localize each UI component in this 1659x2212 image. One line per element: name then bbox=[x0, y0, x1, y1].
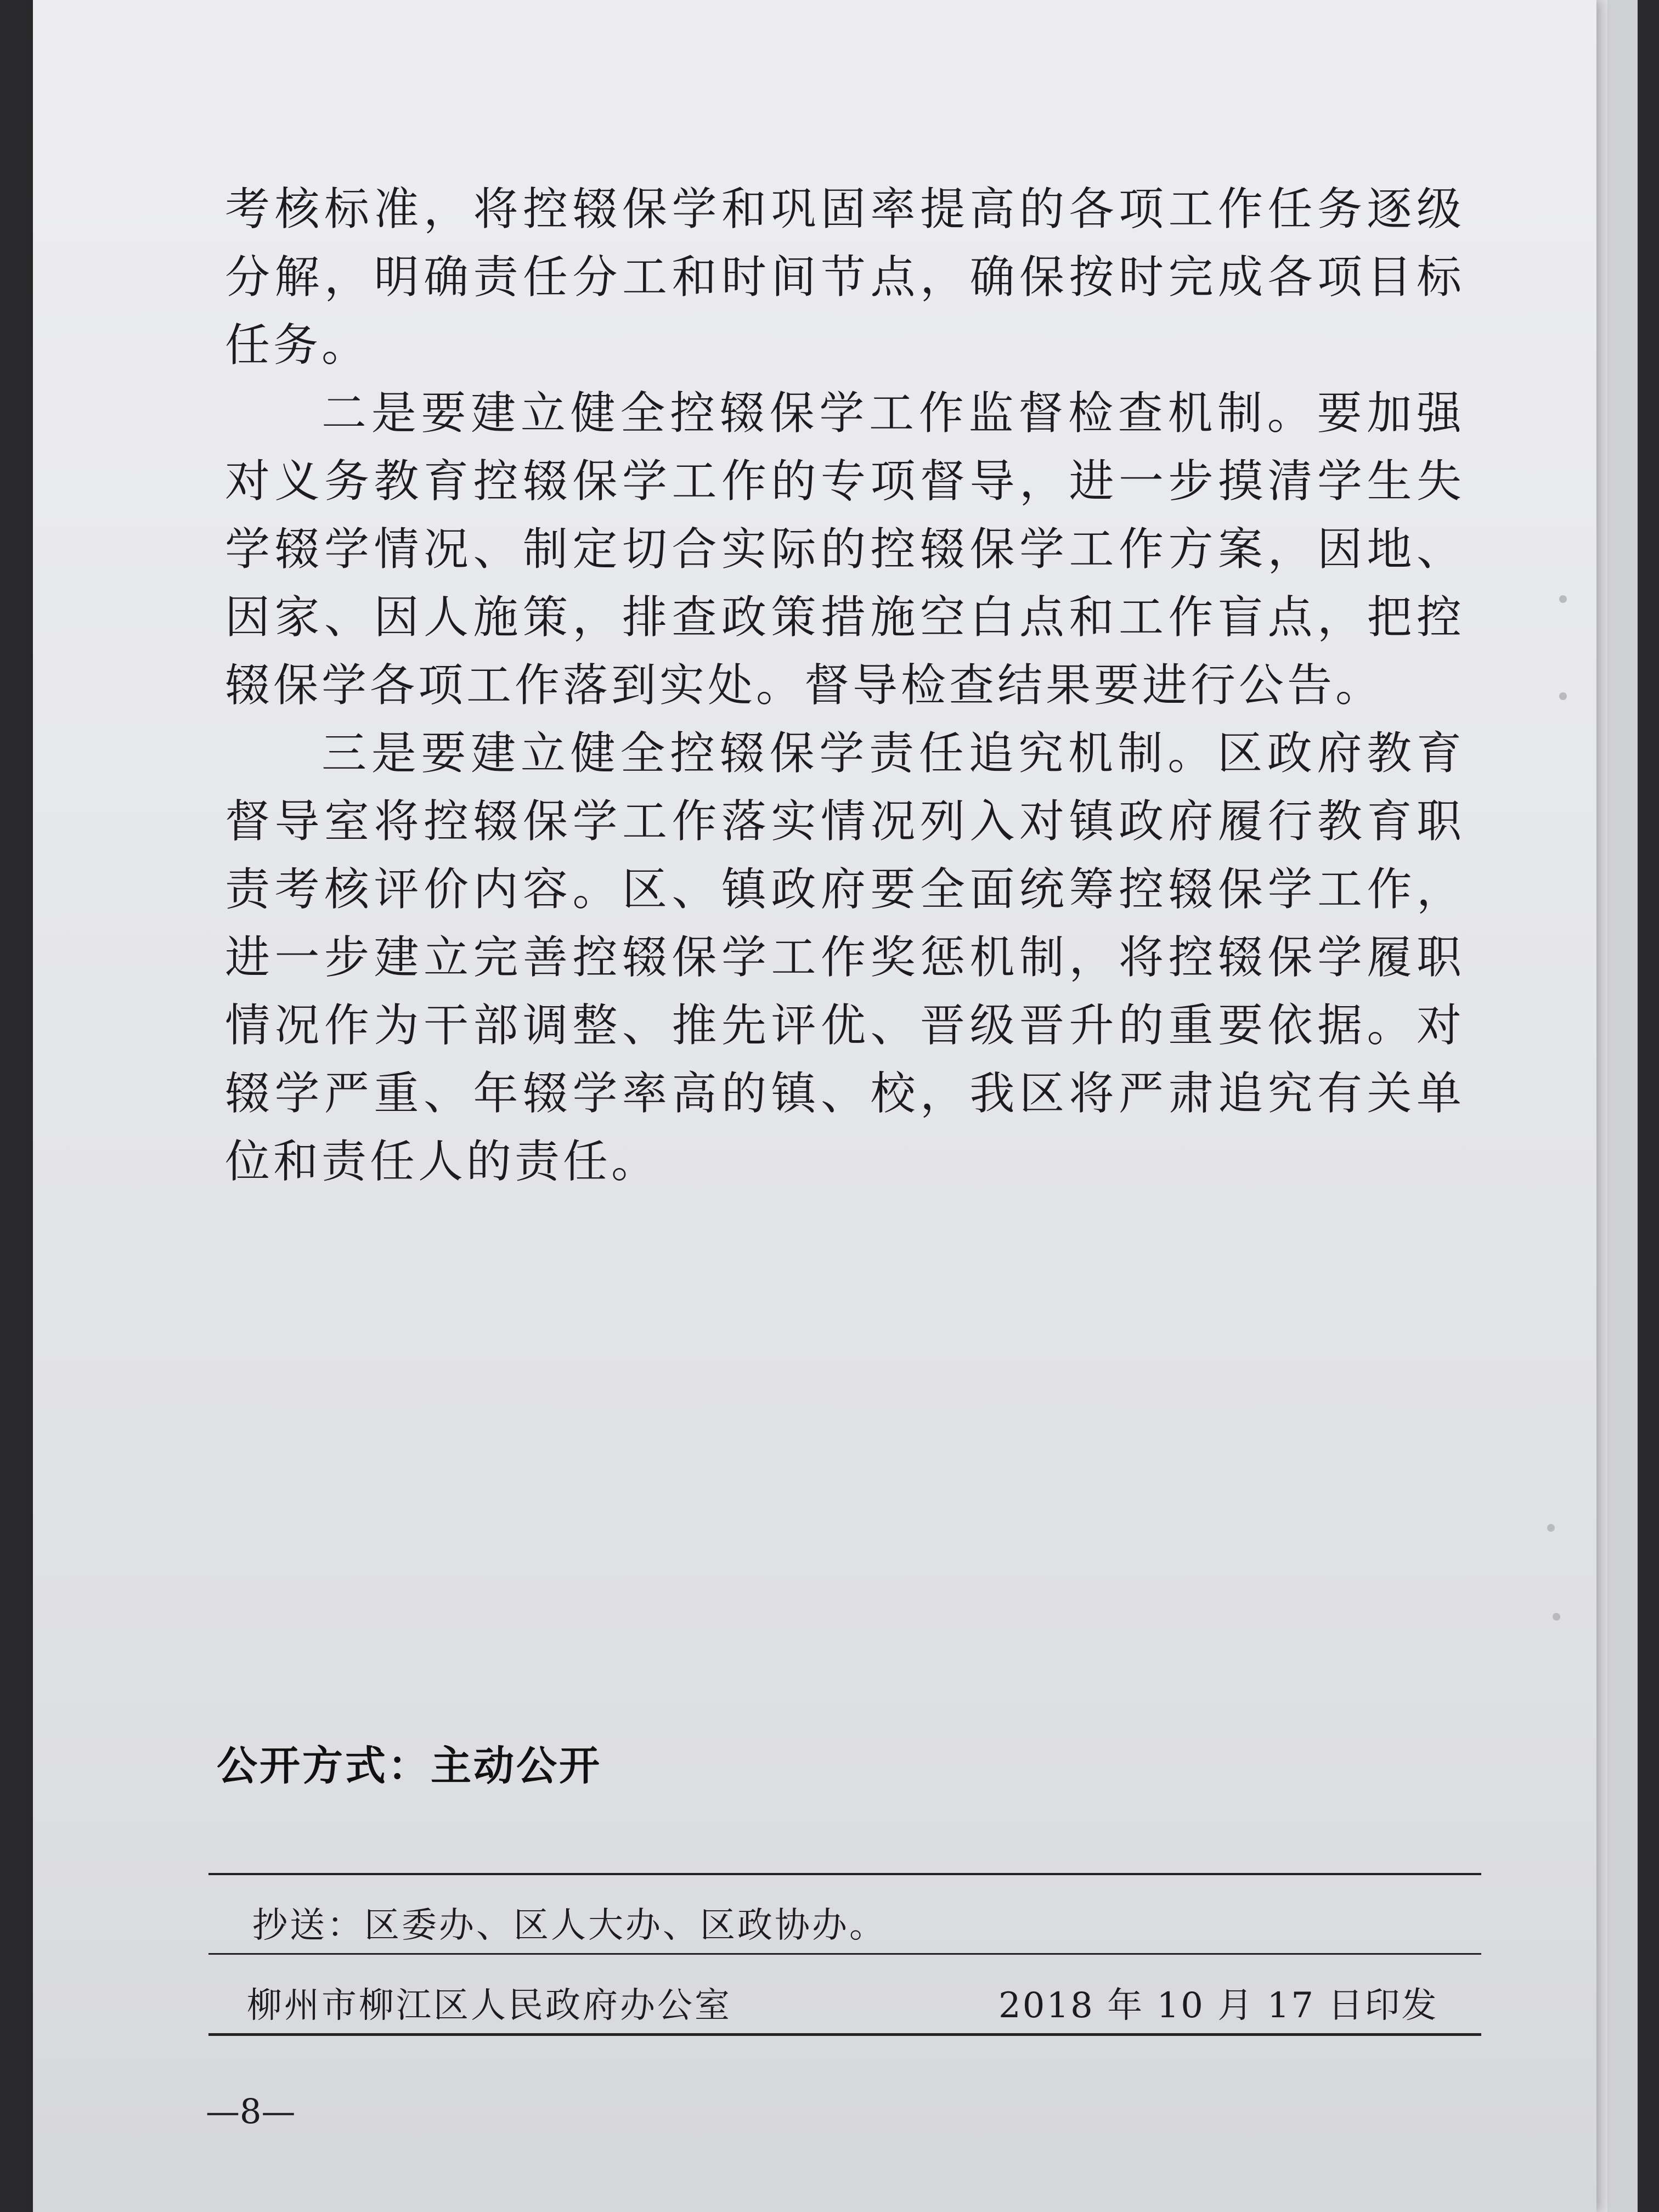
footer-rule-middle bbox=[208, 1953, 1481, 1955]
binding-hole bbox=[1553, 1613, 1560, 1621]
binding-hole bbox=[1547, 1524, 1555, 1532]
issuing-office: 柳州市柳江区人民政府办公室 bbox=[247, 1985, 732, 2026]
binding-hole bbox=[1559, 692, 1567, 700]
footer-rule-bottom bbox=[208, 2033, 1481, 2036]
paragraph-3: 三是要建立健全控辍保学责任追究机制。区政府教育督导室将控辍保学工作落实情况列入对镇政府履行教育职责考核评价内容。区、镇政府要全面统筹控辍保学工作，进一步建立完善控辍保学工作奖惩机制，将控辍保学履职情况作为干部调整、推先评优、晋级晋升的重要依据。对辍学严重、年辍学率高的镇、校，我区将严肃追究有关单位和责任人的责任。 bbox=[225, 727, 1465, 1188]
footer-rule-top bbox=[208, 1873, 1481, 1875]
paragraph-1: 考核标准，将控辍保学和巩固率提高的各项工作任务逐级分解，明确责任分工和时间节点，确保按时完成各项目标任务。 bbox=[225, 183, 1465, 371]
paragraph-2: 二是要建立健全控辍保学工作监督检查机制。要加强对义务教育控辍保学工作的专项督导，进一步摸清学生失学辍学情况、制定切合实际的控辍保学工作方案，因地、因家、因人施策，排查政策措施空白点和工作盲点，把控辍保学各项工作落到实处。督导检查结果要进行公告。 bbox=[225, 387, 1465, 712]
issue-date: 2018 年 10 月 17 日印发 bbox=[998, 1985, 1438, 2026]
cc-recipients: 抄送：区委办、区人大办、区政协办。 bbox=[252, 1905, 887, 1946]
page-number: —8— bbox=[206, 2091, 296, 2131]
binding-hole bbox=[1559, 595, 1567, 603]
document-body bbox=[225, 176, 1465, 1196]
disclosure-method: 公开方式：主动公开 bbox=[217, 1742, 602, 1790]
